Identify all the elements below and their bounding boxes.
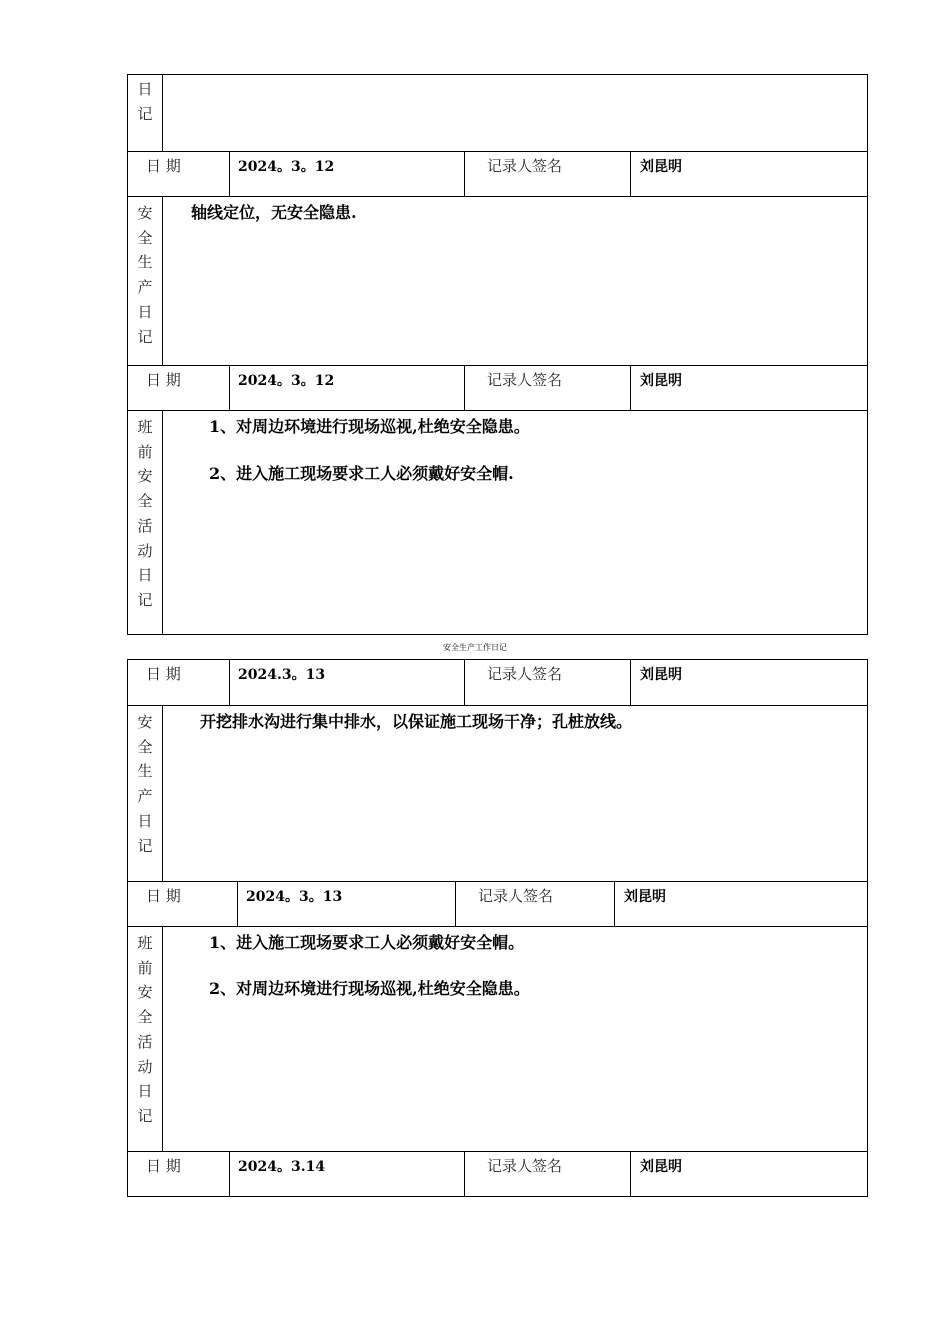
date-value: 2024。3。12	[229, 366, 464, 410]
date-row	[128, 1151, 867, 1196]
pre-shift-label: 班 前 安 全 活 动 日 记	[137, 418, 153, 609]
pre-shift-row	[128, 926, 867, 1151]
recorder-name: 刘昆明	[630, 152, 867, 196]
date-row	[128, 365, 867, 410]
date-label: 日 期	[146, 371, 181, 389]
date-label: 日 期	[146, 1157, 181, 1175]
recorder-name: 刘昆明	[630, 660, 867, 705]
pre-shift-row	[128, 410, 867, 634]
recorder-name: 刘昆明	[630, 1152, 867, 1196]
recorder-label: 记录人签名	[464, 152, 630, 196]
recorder-name: 刘昆明	[630, 366, 867, 410]
safety-diary-content	[162, 197, 867, 365]
recorder-label: 记录人签名	[464, 660, 630, 705]
safety-diary-label: 安 全 生 产 日 记	[137, 204, 153, 346]
diary-row	[128, 75, 867, 151]
date-value: 2024。3。12	[229, 152, 464, 196]
date-value: 2024。3.14	[229, 1152, 464, 1196]
diary-label: 日 记	[137, 80, 153, 123]
diary-table-1	[127, 74, 868, 635]
date-row	[128, 660, 867, 705]
pre-shift-item: 1、进入施工现场要求工人必须戴好安全帽。	[209, 933, 525, 952]
safety-diary-row	[128, 196, 867, 365]
date-row	[128, 151, 867, 196]
pre-shift-item: 1、对周边环境进行现场巡视,杜绝安全隐患。	[209, 417, 530, 436]
safety-diary-label: 安 全 生 产 日 记	[137, 713, 153, 855]
date-label: 日 期	[146, 887, 181, 905]
diary-table-2	[127, 659, 868, 1197]
recorder-label: 记录人签名	[455, 882, 614, 926]
safety-diary-row	[128, 705, 867, 881]
safety-diary-text: 轴线定位，无安全隐患.	[191, 203, 357, 222]
diary-content	[162, 75, 867, 151]
pre-shift-item: 2、进入施工现场要求工人必须戴好安全帽.	[209, 464, 514, 483]
date-value: 2024。3。13	[237, 882, 455, 926]
pre-shift-item: 2、对周边环境进行现场巡视,杜绝安全隐患。	[209, 979, 530, 998]
date-label: 日 期	[146, 665, 181, 683]
recorder-label: 记录人签名	[464, 366, 630, 410]
recorder-label: 记录人签名	[464, 1152, 630, 1196]
pre-shift-content	[162, 411, 867, 634]
recorder-name: 刘昆明	[614, 882, 867, 926]
date-value: 2024.3。13	[229, 660, 464, 705]
pre-shift-content	[162, 927, 867, 1151]
pre-shift-label: 班 前 安 全 活 动 日 记	[137, 934, 153, 1125]
date-row	[128, 881, 867, 926]
safety-diary-content	[162, 706, 867, 881]
date-label: 日 期	[146, 157, 181, 175]
safety-diary-text: 开挖排水沟进行集中排水，以保证施工现场干净；孔桩放线。	[200, 712, 633, 731]
section-title: 安全生产工作日记	[443, 643, 507, 652]
